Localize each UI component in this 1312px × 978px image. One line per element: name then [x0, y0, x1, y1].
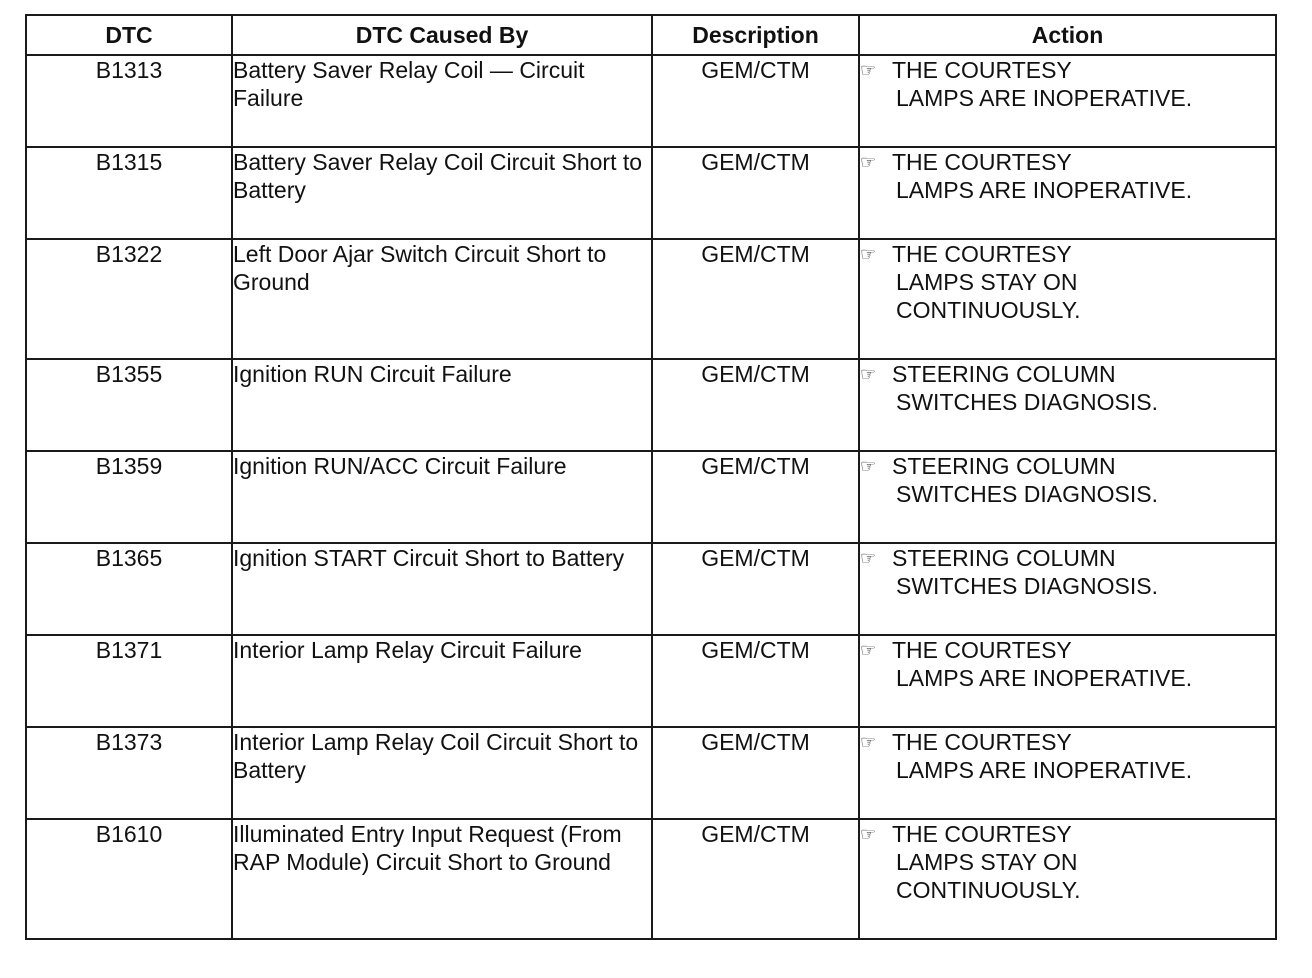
table-row [26, 359, 1276, 451]
table-row [26, 543, 1276, 635]
table-row [26, 55, 1276, 147]
pointing-hand-icon: ☞ [860, 548, 877, 568]
dtc-description: GEM/CTM [652, 727, 859, 819]
header-action: Action [859, 15, 1276, 55]
table-row [26, 819, 1276, 939]
pointing-hand-icon: ☞ [860, 824, 877, 844]
dtc-action [859, 451, 1276, 543]
header-description: Description [652, 15, 859, 55]
dtc-cause: Left Door Ajar Switch Circuit Short to Ground [232, 239, 652, 359]
dtc-action [859, 55, 1276, 147]
dtc-cause: Battery Saver Relay Coil Circuit Short to Battery [232, 147, 652, 239]
table-header-row [26, 15, 1276, 55]
dtc-code: B1315 [26, 147, 232, 239]
dtc-description: GEM/CTM [652, 147, 859, 239]
dtc-action [859, 727, 1276, 819]
dtc-action [859, 819, 1276, 939]
dtc-code: B1313 [26, 55, 232, 147]
dtc-description: GEM/CTM [652, 451, 859, 543]
dtc-description: GEM/CTM [652, 239, 859, 359]
dtc-cause: Ignition RUN Circuit Failure [232, 359, 652, 451]
pointing-hand-icon: ☞ [860, 244, 877, 264]
pointing-hand-icon: ☞ [860, 60, 877, 80]
action-text: THE COURTESY LAMPS STAY ON CONTINUOUSLY. [892, 241, 1081, 323]
dtc-cause: Ignition RUN/ACC Circuit Failure [232, 451, 652, 543]
dtc-cause: Illuminated Entry Input Request (From RAP Module) Circuit Short to Ground [232, 819, 652, 939]
action-text: THE COURTESY LAMPS ARE INOPERATIVE. [892, 637, 1193, 691]
header-dtc: DTC [26, 15, 232, 55]
table-row [26, 451, 1276, 543]
dtc-action [859, 543, 1276, 635]
pointing-hand-icon: ☞ [860, 364, 877, 384]
dtc-code: B1359 [26, 451, 232, 543]
action-text: THE COURTESY LAMPS ARE INOPERATIVE. [892, 57, 1193, 111]
table-row [26, 635, 1276, 727]
dtc-code: B1610 [26, 819, 232, 939]
table-row [26, 727, 1276, 819]
dtc-action [859, 147, 1276, 239]
dtc-description: GEM/CTM [652, 819, 859, 939]
dtc-code: B1365 [26, 543, 232, 635]
pointing-hand-icon: ☞ [860, 456, 877, 476]
dtc-description: GEM/CTM [652, 635, 859, 727]
action-text: THE COURTESY LAMPS ARE INOPERATIVE. [892, 149, 1193, 203]
dtc-cause: Interior Lamp Relay Circuit Failure [232, 635, 652, 727]
dtc-description: GEM/CTM [652, 543, 859, 635]
pointing-hand-icon: ☞ [860, 640, 877, 660]
action-text: STEERING COLUMN SWITCHES DIAGNOSIS. [892, 545, 1158, 599]
table-row [26, 239, 1276, 359]
dtc-cause: Ignition START Circuit Short to Battery [232, 543, 652, 635]
action-text: THE COURTESY LAMPS STAY ON CONTINUOUSLY. [892, 821, 1081, 903]
dtc-description: GEM/CTM [652, 55, 859, 147]
table-row [26, 147, 1276, 239]
dtc-action [859, 359, 1276, 451]
dtc-code: B1371 [26, 635, 232, 727]
action-text: STEERING COLUMN SWITCHES DIAGNOSIS. [892, 361, 1158, 415]
dtc-cause: Battery Saver Relay Coil — Circuit Failure [232, 55, 652, 147]
dtc-code: B1355 [26, 359, 232, 451]
header-dtc-caused-by: DTC Caused By [232, 15, 652, 55]
pointing-hand-icon: ☞ [860, 732, 877, 752]
dtc-table [25, 14, 1277, 940]
dtc-action [859, 239, 1276, 359]
action-text: STEERING COLUMN SWITCHES DIAGNOSIS. [892, 453, 1158, 507]
pointing-hand-icon: ☞ [860, 152, 877, 172]
dtc-action [859, 635, 1276, 727]
dtc-cause: Interior Lamp Relay Coil Circuit Short to Battery [232, 727, 652, 819]
dtc-code: B1373 [26, 727, 232, 819]
dtc-description: GEM/CTM [652, 359, 859, 451]
dtc-code: B1322 [26, 239, 232, 359]
action-text: THE COURTESY LAMPS ARE INOPERATIVE. [892, 729, 1193, 783]
